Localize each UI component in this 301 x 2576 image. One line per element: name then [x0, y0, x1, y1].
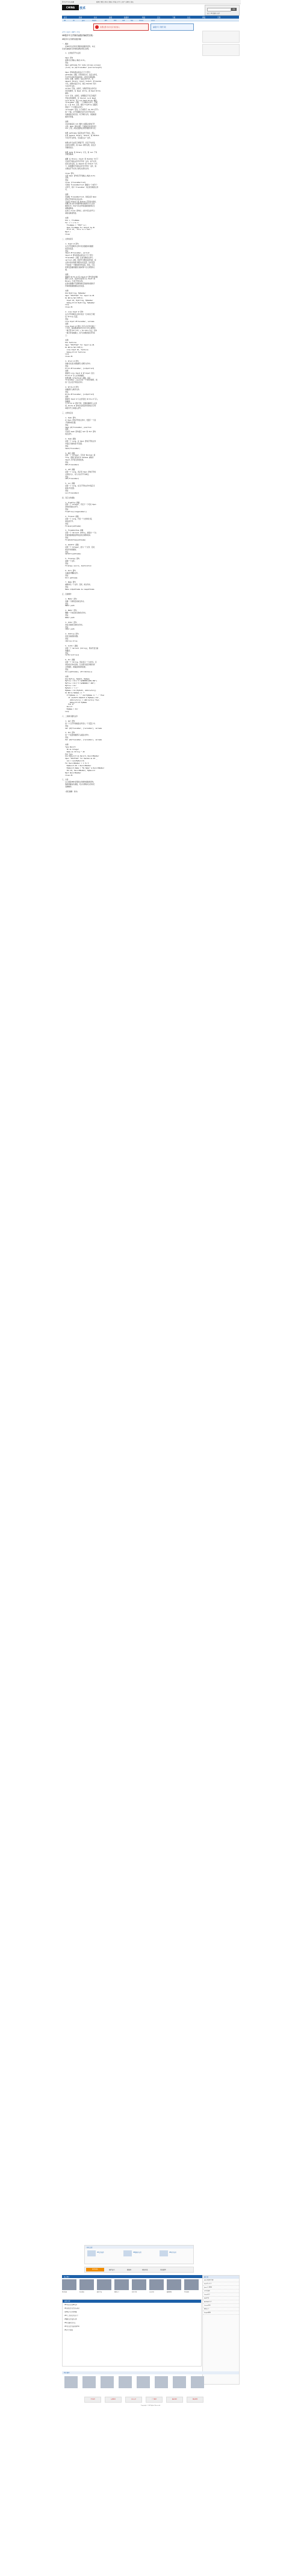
recommend-tab[interactable]: 数据库 [127, 2269, 132, 2271]
ranking-item[interactable]: ASP.NET技巧 [203, 2300, 239, 2304]
subnav-item[interactable]: ASP [122, 19, 125, 22]
nav-item[interactable]: 下载 [172, 16, 176, 19]
ad-text: 编程学习 资源下载 [153, 26, 166, 28]
subnav-item[interactable]: Java [82, 19, 85, 22]
subnav-item[interactable]: Delphi [92, 19, 97, 22]
ad-banner[interactable] [93, 23, 149, 31]
search-box [205, 5, 240, 16]
recommend-tab[interactable]: 编程技巧 [109, 2269, 115, 2271]
ranking-title: 排行榜 [203, 2276, 239, 2279]
recommend-image[interactable] [173, 2376, 186, 2388]
ranking-item[interactable]: Java入门教程 [203, 2286, 239, 2290]
recommend-image[interactable] [155, 2376, 168, 2388]
ranking-item[interactable]: VB文件操作详解 [203, 2279, 239, 2282]
recommend-image[interactable] [64, 2376, 78, 2388]
ranking-item[interactable]: Oracle优化 [203, 2304, 239, 2308]
nav-item[interactable]: 编程 [109, 16, 113, 19]
subnav-item[interactable]: VC [73, 19, 75, 22]
recommend-bar [84, 2267, 194, 2273]
ranking-item[interactable]: SQL语句大全 [203, 2282, 239, 2286]
hot-image[interactable] [114, 2279, 129, 2290]
article-body: VB程序中文件操作函数详解 一、概述 在VB中对文件进行操作的函数有很多，本文 对这些函数进行详细的说明并附以实例。 1. 文件的打开与关闭 Open 语句 能够对文件输入/输出(I/O)。 语法 Open pathname For mode [Access access] [lock] As [#]filenumber [Len=reclength] Open 语句的语法具有以下几个部分： pathname 必要。字符串表达式，指定文件名， 该文件名可能还包括目录、文件夹及驱动器。 mode 必要。关键字，指定文件方式，有 Append、Binary、Input、Output、或 Random 方式。如果未指定方式，则以 Random 访问 方式打开文件。 access 可选。关键字，说明打开的文件可以 进行的操作，有 Read、Write、或 Read Write 操作。 lock 可选。关键字，说明限定于其它进程打 开的文件的操作，有 Shared、Lock Read、 Lock Write、和 Lock Read Write 操作。 filenumber 必要。一个有效的文件号，范围 在 1 到 511 之间。使用 FreeFile 函数可 得到下一个可用的文件号。 reclength 可选。小于或等于 32,767(字节) 的一个数。对于用随机访问方式打开的文件， 该值就是记录长度。对于顺序文件，该值就是 缓冲字符数。 说明 对文件做任何 I/O 操作之前都必须先打开 文件。Open 语句分配一个缓冲区供文件进行 I/O 之用，并决定缓冲区所使用的访问方式。 如果 pathname 指定的文件不存在，那么， 在用 Append、Binary、Output、或 Random 方式打开文件时，可以建立这一文件。 如果文件已由其它进程打开，而且不允许指 定的访问类型，则 Open 操作失败，而且会 有错误发生。 如果 mode 是 Binary 方式，则 Len 子句 会被忽略掉。 重要 在 Binary、Input 和 Random 方式下 可以用不同的文件号打开同一文件，而不必先 将该文件关闭。在 Append 和 Output 方式 下，如果要用不同的文件号打开同一文件，则 必须在打开文件之前先关闭该文件。 Close 语句 关闭 Open 语句所打开的输入/输出(I/O) 文件。 语法 Close [filenumberlist] 可选的 filenumberlist 参数为一个或多个 文件号，其中 filenumber 为任何有效的文件 号。 说明 若省略 filenumberlist，则将关闭 Open 语句打开的所有活动文件。 当关闭 Output 或 Append 打开的文件时， 将属于此文件号的最终输出缓冲区写入文件 缓冲区中。所有与该文件相关联的缓冲区空 间都被释放。 在执行 Close 语句时，文件与其文件号之 间的关联将终结。 实例： Dim i, FileName For i = 1 To 3 FileName = "TEST" & i Open FileName For Output As #i Print #i, "This is a test." Next i Close 二、文件的读写 1. Input # 语句 从已打开的顺序文件中读出数据并将数据 指定给变量。 语法 Input #filenumber, varlist Input # 语句的语法具有以下几个部分： filenumber 必要。任何有效的文件号。 varlist 必要。用逗号分界的变量列表，将 文件中读出的值分配给这些变量；这些变量 不可能是一个数组或对象变量。但是，可以 使用变量描述数组元素或用户定义类型的元 素。 说明 通常用 Write # 将 Input # 语句读出的数 据写入文件。该语句只能用于以 Input 或 Binary 方式打开的文件。 在读出数据时不经修改就可直接将标准的字 符串或数值数据指定给变量。 实例： Dim MyString, MyNumber Open "TESTFILE" For Input As #1 Do While Not EOF(1) Input #1, MyString, MyNumber Debug.Print MyString, MyNumber Loop Close #1 2. Line Input # 语句 从已打开的顺序文件中读出一行并将它分配 给 String 变量。 语法 Line Input #filenumber, varname 说明 Line Input # 语句一次只从文件中读出一 个字符，直到遇到回车符(Chr(13))或回车 一换行符(Chr(13) + Chr(10))为止。回车 一换行符将被跳过，而不会被附加到字符串 上。 实例： Dim TextLine Open "TESTFILE" For Input As #1 Do While Not EOF(1) Line Input #1, TextLine Debug.Print TextLine Loop Close #1 3. Print # 语句 将格式化显示的数据写入顺序文件中。 语法 Print #filenumber, [outputlist] 说明 通常用 Line Input # 或 Input 读出 Print # 写入文件的数据。 如果省略 outputlist 参数，而且 filenumber 之后只含有一个列表分隔符，则 将一空白行打印到文件中。 4. Write # 语句 将数据写入顺序文件。 语法 Write #filenumber, [outputlist] 说明 通常用 Input # 从文件读出 Write # 写入 的数据。 与 Print # 语句不同，当要将数据写入文件 时，Write # 语句会在项目和用来标记字符 串的引号之间插入逗号。 三、文件的定位 1. Seek 语句 在 Open 语句打开的文件中，设置下一个读 /写操作的位置。 语法 Seek [#]filenumber, position 说明 可以用 Seek 语句指定 Get 和 Put 语句 的记录号。 2. Seek 函数 返回一个 Long，在 Open 语句打开的文件 中指定当前的读/写位置。 语法 Seek(filenumber) 3. EOF 函数 返回一个 Integer，它包含 Boolean 值 True，表明已经到达为 Random 或顺序 Input 打开的文件的结尾。 语法 EOF(filenumber) 4. LOF 函数 返回一个 Long，表示用 Open 语句打开的 文件的大小，该大小以字节为单位。 语法 LOF(filenumber) 5. Loc 函数 返回一个 Long，在已打开的文件中指定当 前读/写位置。 语法 Loc(filenumber) 四、其它文件函数 1. FreeFile 函数 返回一个 Integer，代表下一个可供 Open 语句使用的文件号。 语法 FreeFile[(rangenumber)] 2. FileLen 函数 返回一个 Long，代表一个文件的长度， 单位是字节。 语法 FileLen(pathname) 3. FileDateTime 函数 返回一个 Variant (Date)，此值为一个文 件被创建或最后修改后的日期和时间。 语法 FileDateTime(pathname) 4. GetAttr 函数 返回一个 Integer，此为一个文件、目录、 或文件夹的属性。 语法 GetAttr(pathname) 5. FileCopy 语句 复制一个文件。 语法 FileCopy source, destination 6. Kill 语句 从磁盘中删除文件。 语法 Kill pathname 7. Name 语句 重新命名一个文件、目录、或文件夹。 语法 Name oldpathname As newpathname 五、目录操作 1. MkDir 语句 创建一个新的目录或文件夹。 语法 MkDir path 2. RmDir 语句 删除一个存在的目录或文件夹。 语法 RmDir path 3. ChDir 语句 改变当前的目录或文件夹。 语法 ChDir path 4. ChDrive 语句 改变当前的驱动器。 语法 ChDrive drive 5. CurDir 函数 返回一个 Variant (String)，用来代表当前 的路径。 语法 CurDir[(drive)] 6. Dir 函数 返回一个 String，用以表示一个文件名、目 录名或文件夹名称，它必须与指定的模式或 文件属性、或磁盘卷标相匹配。 语法 Dir[(pathname[, attributes])] 实例： Dim MyFile, MyPath, MyName MyFile = Dir("C:\WINDOWS\WIN.INI") MyFile = Dir("C:\WINDOWS\*.INI") MyFile = Dir MyPath = "c:\" MyName = Dir(MyPath, vbDirectory) Do While MyName <> "" If MyName <> "." And MyName <> ".." Then If (GetAttr(MyPath & MyName) And _ vbDirectory) = vbDirectory Then Debug.Print MyName End If End If MyName = Dir Loop 六、二进制与随机文件 1. Get 语句 将一个已打开的磁盘文件读入一个变量之中。 语法 Get [#]filenumber, [recnumber], varname 2. Put 语句 将一个变量的数据写入磁盘文件中。 语法 Put [#]filenumber, [recnumber], varname 实例： Type Record ID As Integer Name As String * 20 End Type Dim MyRecord As Record, RecordNumber Open "TESTFILE" For Random As #1 _ Len = Len(MyRecord) For RecordNumber = 1 To 5 MyRecord.ID = RecordNumber MyRecord.Name = "My Name" & RecordNumber Put #1, RecordNumber, MyRecord Next RecordNumber Close #1 七、小结 以上就是VB中常用的文件操作函数和语句， 熟练掌握这些函数，可以方便地对文件进行 各种操作。 (责任编辑：技术) [62, 39, 105, 793]
page [60, 0, 241, 2576]
nav-item[interactable]: 首页 [64, 16, 67, 19]
ranking-panel [202, 2275, 240, 2385]
partners-row [84, 2395, 217, 2403]
recommend-tab[interactable]: 系统管理 [160, 2269, 166, 2271]
related-item[interactable]: VB数据库编程 [133, 2252, 141, 2253]
related-thumb[interactable] [123, 2250, 132, 2256]
top-bar-links[interactable]: 新闻 | 财经 | 体育 | 娱乐 | 科技 | 汽车 | 房产 | 游戏 | 论坛 [96, 1, 134, 3]
related-header [85, 2246, 193, 2249]
hot-image-caption[interactable]: 科技前沿 [79, 2292, 85, 2293]
latest-article-link[interactable]: VB中的文件系统对象FSO [64, 2326, 79, 2327]
nav-item[interactable]: 新闻 [79, 16, 82, 19]
ranking-item[interactable]: Delphi编程 [203, 2311, 239, 2315]
ranking-item[interactable]: PHP开发 [203, 2297, 239, 2300]
sidebar-block [202, 44, 240, 56]
related-thumb[interactable] [87, 2250, 96, 2256]
hot-image-caption[interactable]: 网络安全 [114, 2292, 120, 2293]
subnav-item[interactable]: Linux [151, 19, 155, 22]
partner-link[interactable]: 友情链接 [105, 2397, 122, 2403]
hot-image[interactable] [62, 2279, 76, 2290]
nav-item[interactable]: 技术 [94, 16, 98, 19]
ranking-item[interactable]: C语言指针 [203, 2290, 239, 2293]
hot-image-caption[interactable]: 数码产品 [97, 2292, 102, 2293]
image-recommend [62, 2371, 239, 2389]
latest-article-link[interactable]: VB随机文件操作实例 [64, 2318, 77, 2320]
latest-article-link[interactable]: VB实现文件的复制与移动 [64, 2308, 79, 2309]
ranking-item[interactable]: Linux命令 [203, 2293, 239, 2297]
hot-image[interactable] [167, 2279, 181, 2290]
sub-nav [62, 19, 239, 22]
related-title: 相关文章 [87, 2247, 93, 2249]
hot-image-caption[interactable]: 图片新闻 [62, 2292, 67, 2293]
hot-image[interactable] [184, 2279, 199, 2290]
hot-image[interactable] [97, 2279, 111, 2290]
nav-item[interactable]: 网络 [142, 16, 146, 19]
hot-image-caption[interactable]: 行业资讯 [184, 2292, 190, 2293]
nav-item[interactable]: 专题 [217, 16, 221, 19]
recommend-image[interactable] [191, 2376, 204, 2388]
subnav-item[interactable]: PHP [114, 19, 117, 22]
related-box [84, 2245, 194, 2264]
latest-article-link[interactable]: VB目录遍历的方法 [64, 2322, 76, 2324]
top-bar [60, 0, 241, 4]
sidebar-block [202, 31, 240, 43]
sidebar [202, 31, 238, 57]
recommend-image[interactable] [119, 2376, 132, 2388]
image-recommend-title: 图片推荐 [62, 2371, 239, 2374]
hot-keywords[interactable]: 热门: VB 数据库 编程 [207, 13, 220, 14]
latest-articles-title: 最新文章 [63, 2300, 201, 2303]
partner-link[interactable]: 联系我们 [166, 2397, 183, 2403]
hot-image[interactable] [79, 2279, 94, 2290]
hot-image-caption[interactable]: 软件下载 [132, 2292, 137, 2293]
search-input[interactable] [207, 8, 231, 11]
recommend-image[interactable] [137, 2376, 150, 2388]
related-item[interactable]: VB文件操作 [97, 2252, 104, 2253]
related-thumb[interactable] [160, 2250, 168, 2256]
ad-icon [95, 25, 99, 29]
hot-images-title: 热点图片 [64, 2276, 70, 2278]
ad-banner-secondary[interactable] [150, 23, 194, 31]
nav-item[interactable]: 博客 [202, 16, 206, 19]
recommend-label: 推荐阅读 [86, 2268, 104, 2271]
recommend-image[interactable] [82, 2376, 96, 2388]
latest-article-link[interactable]: VB中二进制文件的读写 [64, 2315, 78, 2317]
partner-link[interactable]: 合作伙伴 [84, 2397, 101, 2403]
partner-link[interactable]: 广告服务 [146, 2397, 163, 2403]
hot-image[interactable] [149, 2279, 164, 2290]
hot-image-caption[interactable]: 编程教程 [167, 2292, 172, 2293]
latest-article-link[interactable]: VB中如何读取INI文件 [64, 2304, 78, 2306]
nav-item[interactable]: 论坛 [187, 16, 191, 19]
breadcrumb[interactable]: 首页 > 技术 > 编程 > 正文 [62, 31, 80, 33]
partner-link[interactable]: 网站地图 [187, 2397, 203, 2403]
latest-article-link[interactable]: VB读写注册表 [64, 2329, 73, 2331]
copyright: Copyright © All Rights Reserved [140, 2405, 161, 2406]
related-item[interactable]: VB控件使用 [169, 2252, 176, 2253]
footer-zone [60, 2245, 241, 2576]
nav-item[interactable]: 安全 [157, 16, 161, 19]
main-nav [62, 16, 239, 19]
hot-image-caption[interactable]: 技术社区 [149, 2292, 155, 2293]
article-title: VB程序中文件操作函数详解(附实例) [62, 34, 93, 37]
recommend-image[interactable] [101, 2376, 114, 2388]
nav-item[interactable]: 数据库 [124, 16, 129, 19]
hot-images-row [62, 2279, 200, 2295]
site-logo[interactable]: CHINA [62, 5, 79, 10]
channel-title: 技术 [79, 7, 86, 10]
recommend-tab[interactable]: 网络开发 [142, 2269, 148, 2271]
subnav-item[interactable]: .NET [104, 19, 108, 22]
subnav-item[interactable]: Oracle [139, 19, 144, 22]
subnav-item[interactable]: VB [64, 19, 66, 22]
top-bar-left[interactable]: 设为首页 加入收藏 [62, 1, 74, 3]
latest-article-link[interactable]: 用VB编写文件管理器 [64, 2311, 77, 2313]
ad-text: 免费注册 技术交流 欢迎加入 [100, 26, 120, 28]
partner-link[interactable]: 技术支持 [125, 2397, 142, 2403]
subnav-item[interactable]: SQL [131, 19, 134, 22]
hot-image[interactable] [132, 2279, 146, 2290]
search-button[interactable]: 搜索 [231, 8, 237, 11]
ranking-item[interactable]: 网络安全 [203, 2308, 239, 2311]
latest-articles [62, 2299, 202, 2367]
